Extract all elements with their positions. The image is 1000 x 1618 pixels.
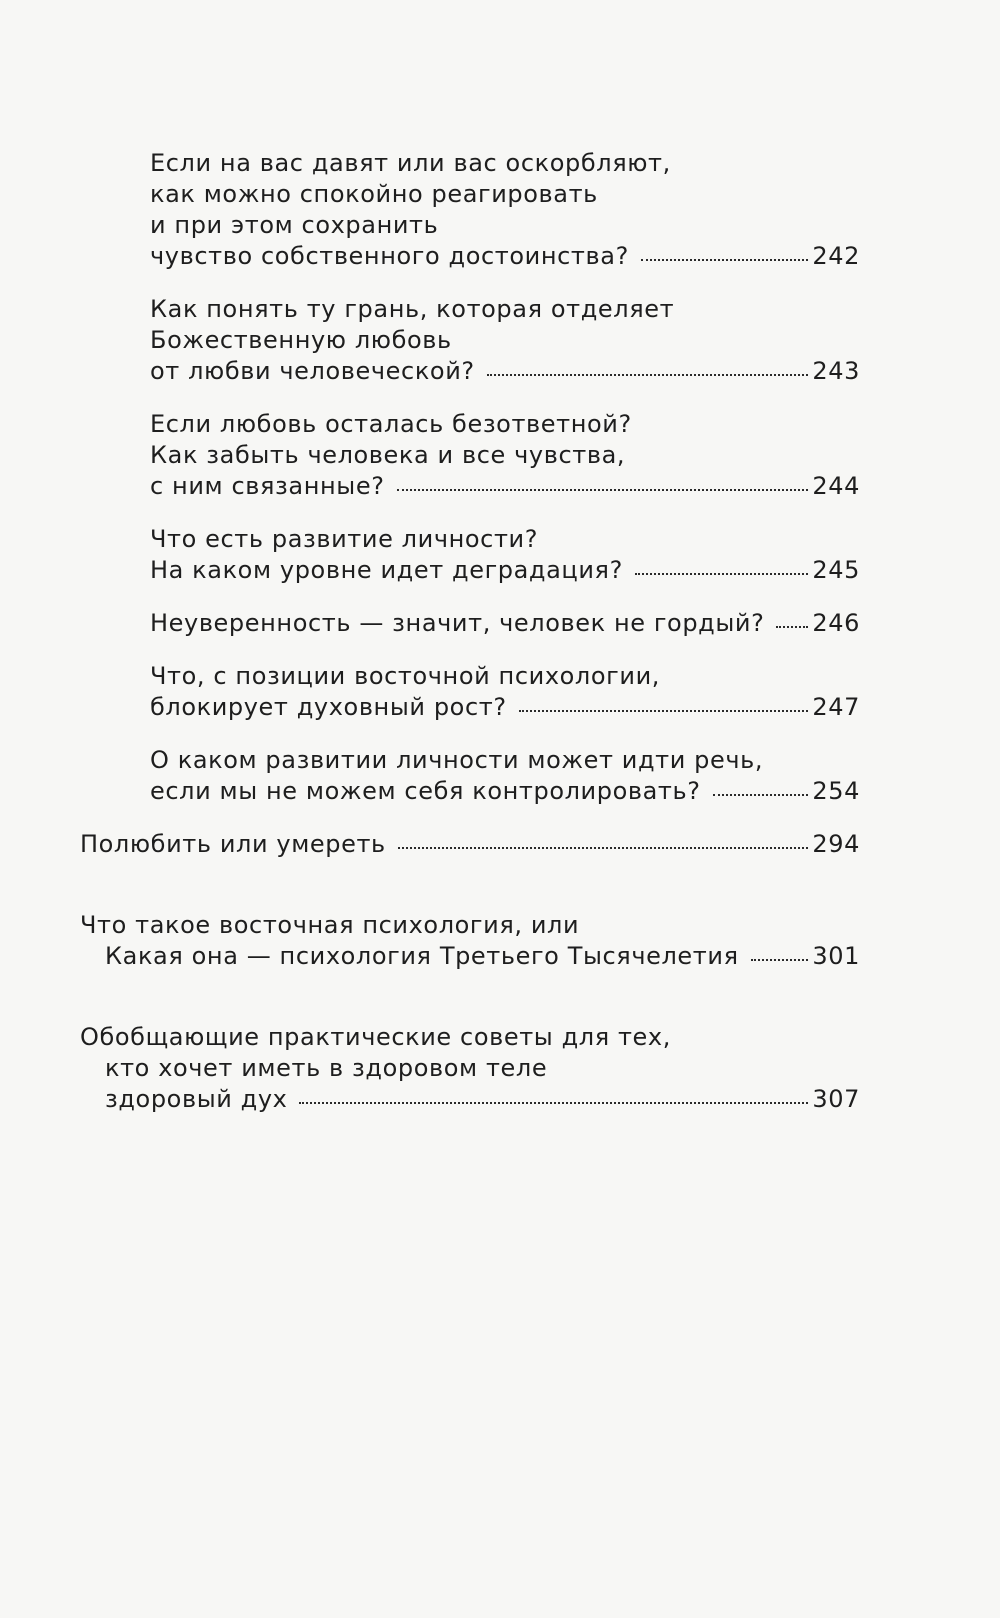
toc-entry-text: здоровый дух	[105, 1085, 288, 1113]
page-number: 243	[812, 357, 860, 385]
toc-entry-text: Полюбить или умереть	[80, 830, 386, 858]
page-number: 294	[812, 830, 860, 858]
toc-entry	[150, 524, 860, 586]
dot-leader	[397, 488, 809, 491]
toc-entry	[80, 1022, 860, 1115]
toc-entry-text: чувство собственного достоинства?	[150, 242, 629, 270]
toc-entry-last-line	[150, 241, 860, 272]
toc-entry	[150, 148, 860, 272]
toc-entry	[150, 294, 860, 387]
toc-entry-last-line	[150, 608, 860, 639]
page-number: 301	[812, 942, 860, 970]
toc-entry-line: Если на вас давят или вас оскорбляют,	[150, 149, 671, 177]
toc-entry	[80, 829, 860, 860]
toc-entry-line: как можно спокойно реагировать	[150, 180, 598, 208]
toc-entry-line: О каком развитии личности может идти речь,	[150, 746, 764, 774]
toc-entry-last-line	[80, 1084, 860, 1115]
dot-leader	[751, 958, 809, 961]
toc-entry-last-line	[80, 829, 860, 860]
toc-entry-text: На каком уровне идет деградация?	[150, 556, 623, 584]
toc-entry-line: Как забыть человека и все чувства,	[150, 441, 626, 469]
page-number: 307	[812, 1085, 860, 1113]
toc-entry-text: Неуверенность — значит, человек не гордый?	[150, 609, 765, 637]
dot-leader	[713, 793, 809, 796]
toc-entry-last-line	[150, 356, 860, 387]
dot-leader	[641, 258, 808, 261]
page-number: 254	[812, 777, 860, 805]
page-number: 246	[812, 609, 860, 637]
toc-entry-line: и при этом сохранить	[150, 211, 439, 239]
toc-entry-last-line	[150, 555, 860, 586]
toc-entry	[150, 661, 860, 723]
dot-leader	[519, 709, 809, 712]
page-number: 247	[812, 693, 860, 721]
toc-entry-last-line	[150, 776, 860, 807]
toc-entry-line: Как понять ту грань, которая отделяет	[150, 295, 675, 323]
toc-entry-text: от любви человеческой?	[150, 357, 475, 385]
toc-entry-line: Что есть развитие личности?	[150, 525, 539, 553]
page-number: 245	[812, 556, 860, 584]
toc-entry-text: с ним связанные?	[150, 472, 385, 500]
toc-entry-last-line	[150, 471, 860, 502]
toc-entry-text: блокирует духовный рост?	[150, 693, 507, 721]
toc-entry-last-line	[150, 692, 860, 723]
toc-entry	[150, 608, 860, 639]
dot-leader	[776, 625, 808, 628]
dot-leader	[635, 572, 808, 575]
page-number: 242	[812, 242, 860, 270]
dot-leader	[299, 1101, 808, 1104]
toc-entry-text: Какая она — психология Третьего Тысячелетия	[105, 942, 739, 970]
dot-leader	[487, 373, 809, 376]
toc-entry-line: Что, с позиции восточной психологии,	[150, 662, 660, 690]
toc-entry-line: кто хочет иметь в здоровом теле	[105, 1054, 548, 1082]
table-of-contents	[80, 148, 860, 1165]
toc-entry-text: если мы не можем себя контролировать?	[150, 777, 701, 805]
dot-leader	[398, 846, 809, 849]
toc-entry-line: Божественную любовь	[150, 326, 452, 354]
toc-entry-line: Что такое восточная психология, или	[80, 911, 580, 939]
toc-entry-line: Обобщающие практические советы для тех,	[80, 1023, 671, 1051]
toc-entry-line: Если любовь осталась безответной?	[150, 410, 632, 438]
toc-entry	[150, 745, 860, 807]
toc-entry-last-line	[80, 941, 860, 972]
page-number: 244	[812, 472, 860, 500]
toc-entry	[80, 910, 860, 972]
toc-entry	[150, 409, 860, 502]
